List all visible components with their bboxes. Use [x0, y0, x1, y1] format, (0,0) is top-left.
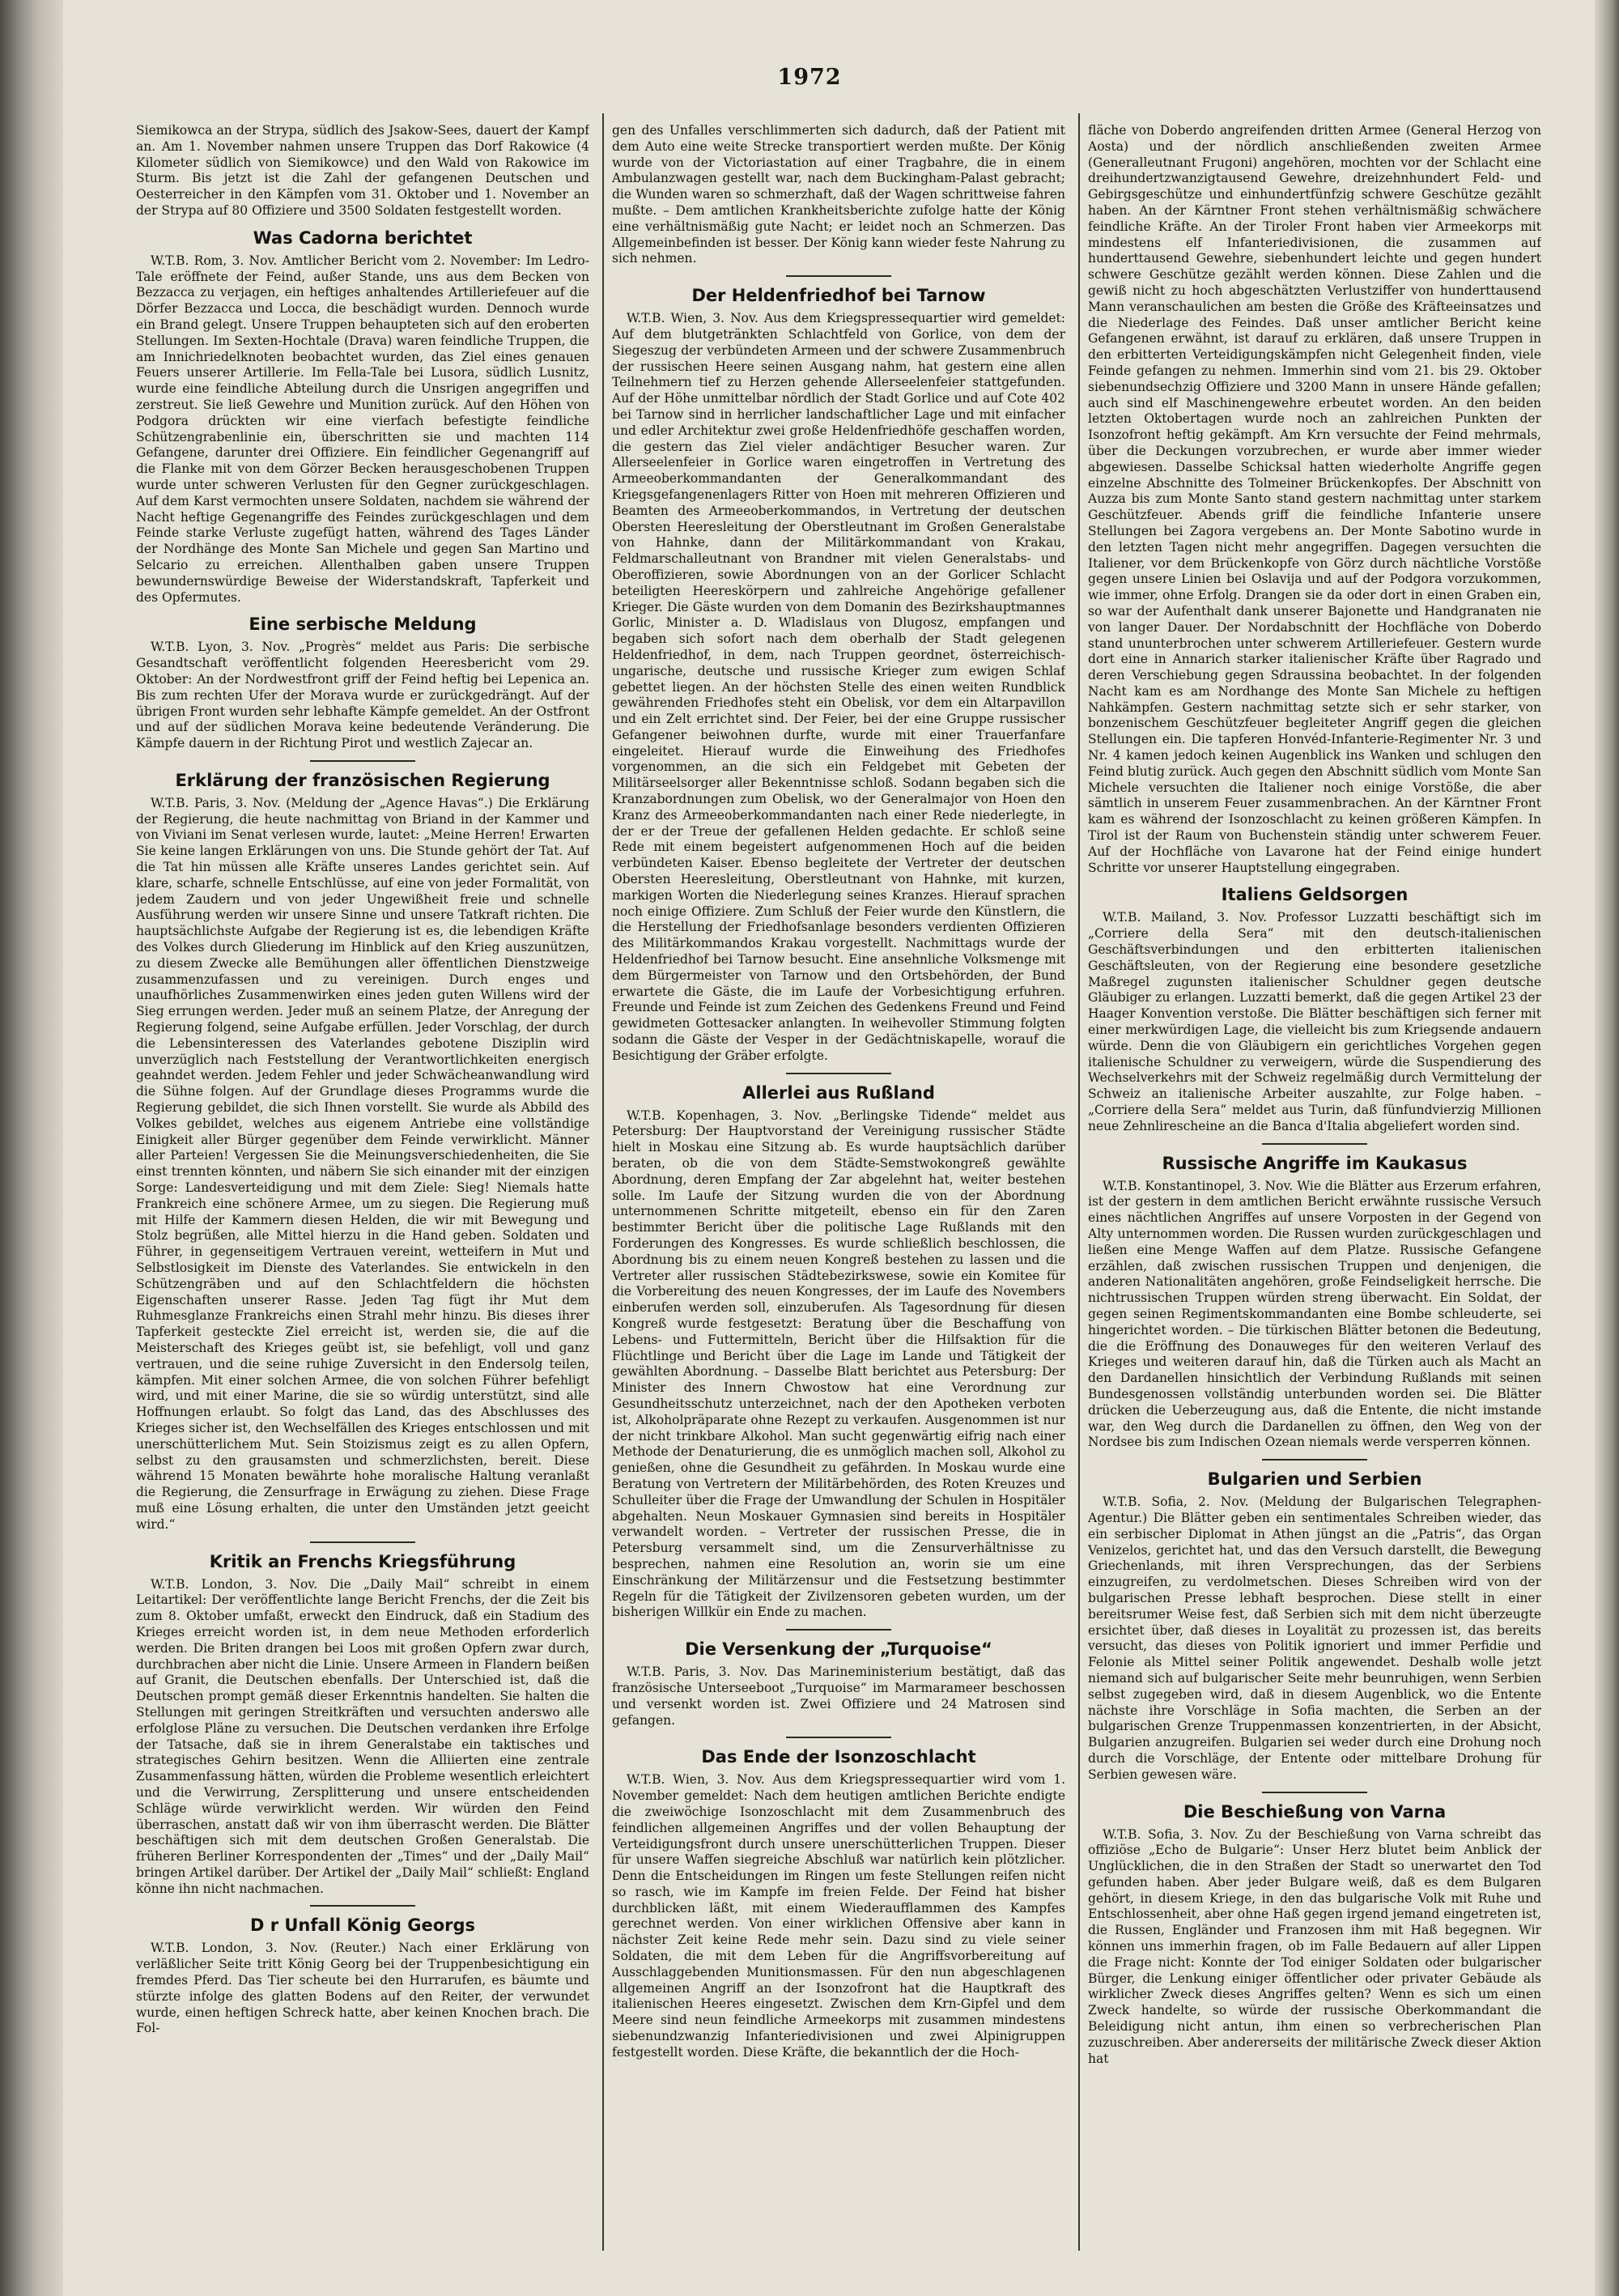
article-paragraph: fläche von Doberdo angreifenden dritten Armee (General Herzog von Aosta) und der nördlich anschließenden zweiten Armee (Generalleutnant Frugoni) angehören, mochten vor der Schlacht eine dreihundertzwanzigtausend Gewehre, dreizehnhundert Feld- und Gebirgsgeschütze und einhundertfünfzig schwere Geschütze gezählt haben. An der Kärntner Front stehen verhältnismäßig schwächere feindliche Kräfte. An der Tiroler Front haben vier Armeekorps mit mindestens elf Infanteriedivisionen, die zusammen auf hunderttausend Gewehre, siebenhundert leichte und gegen hundert schwere Geschütze gezählt werden können. Diese Zahlen und die gewiß nicht zu hoch abgeschätzten Verlustziffer von hunderttausend Mann veranschaulichen am besten die Größe des Kräfteeinsatzes und die Niederlage des Feindes. Daß unser amtlicher Bericht keine Gefangenen erwähnt, ist darauf zu erklären, daß unsere Truppen in den erbitterten Verteidigungskämpfen nicht Gelegenheit finden, viele Feinde gefangen zu nehmen. Immerhin sind vom 21. bis 29. Oktober siebenundsechzig Offiziere und 3200 Mann in unsere Hände gefallen; auch sind elf Maschinengewehre erbeutet worden. An den beiden letzten Oktobertagen wurde noch an zahlreichen Punkten der Isonzofront heftig gekämpft. Am Krn versuchte der Feind mehrmals, über die Deckungen vorzubrechen, er wurde aber immer wieder abgewiesen. Dasselbe Schicksal hatten wiederholte Angriffe gegen einzelne Abschnitte des Tolmeiner Brückenkopfes. Der Abschnitt von Auzza bis zum Monte Santo stand gestern nachmittag unter starkem Geschützfeuer. Abends griff die feindliche Infanterie unsere Stellungen bei Zagora vergebens an. Der Monte Sabotino wurde in den letzten Tagen nicht mehr angegriffen. Dagegen versuchten die Italiener, vor dem Brückenkopfe von Görz durch nächtliche Vorstöße gegen unsere Linien bei Oslavija und auf der Podgora vorzukommen, wie immer, ohne Erfolg. Drangen sie da oder dort in einen Graben ein, so war der Aufenthalt dank unserer Bajonette und Handgranaten nie von langer Dauer. Der Nordabschnitt der Hochfläche von Doberdo stand ununterbrochen unter schwerem Artilleriefeuer. Gestern wurde dort eine in Annarich starker italienischer Kräfte über Ragrado und deren Verschiebung gegen Sdraussina beobachtet. In der folgenden Nacht kam es am Nordhange des Monte San Michele zu heftigen Nahkämpfen. Gestern nachmittag setzte sich er sehr starker, von bonzenischem Geschützfeuer begleiteter Angriff gegen die gleichen Stellungen ein. Die tapferen Honvéd-Infanterie-Regimenter Nr. 3 und Nr. 4 kamen jedoch keinen Augenblick ins Wanken und schlugen den Feind blutig zurück. Auch gegen den Abschnitt südlich vom Monte San Michele versuchten die Italiener noch einige Vorstöße, die aber sämtlich in unserem Feuer zusammenbrachen. An der Kärntner Front kam es während der Isonzoschlacht zu keinen größeren Kämpfen. In Tirol ist der Raum von Buchenstein ständig unter schwerem Feuer. Auf der Hochfläche von Lavarone hat der Feind einige hundert Schritte vor unserer Hauptstellung eingegraben. [1088, 123, 1541, 875]
article-headline: Allerlei aus Rußland [742, 1082, 935, 1103]
article-paragraph: W.T.B. Kopenhagen, 3. Nov. „Berlingske Tidende“ meldet aus Petersburg: Der Hauptvorstand der Vereinigung russischer Städte hielt in Moskau eine Sitzung ab. Es wurde hauptsächlich darüber beraten, ob die von dem Städte-Semstwokongreß gewählte Abordnung, deren Empfang der Zar abgelehnt hat, weiter bestehen solle. Im Laufe der Sitzung wurden die von der Abordnung unternommenen Schritte mitgeteilt, ebenso ein für den Zaren bestimmter Bericht über die politische Lage Rußlands mit den Forderungen des Kongresses. Es wurde schließlich beschlossen, die Abordnung bis zu einem neuen Kongreß bestehen zu lassen und die Vertreter aller russischen Städtebezirkswese, sowie ein Komitee für die Vorbereitung des neuen Kongresses, der im Laufe des Novembers einberufen werden soll, einzuberufen. Als Tagesordnung für diesen Kongreß wurde festgesetzt: Beratung über die Beschaffung von Lebens- und Futtermitteln, Bericht über die Hilfsaktion für die Flüchtlinge und Bericht über die Lage im Lande und Tätigkeit der gewählten Abordnung. – Dasselbe Blatt berichtet aus Petersburg: Der Minister des Innern Chwostow hat eine Verordnung zur Gesundheitsschutz unterzeichnet, nach der den Apotheken verboten ist, Alkoholpräparate ohne Rezept zu verkaufen. Ausgenommen ist nur der nicht trinkbare Alkohol. Man sucht gegenwärtig eifrig nach einer Methode der Denaturierung, die es unmöglich machen soll, Alkohol zu genießen, ohne die Gesundheit zu gefährden. In Moskau wurde eine Beratung von Vertretern der Militärbehörden, des Roten Kreuzes und Schulleiter über die Frage der Umwandlung der Schulen in Hospitäler abgehalten. Neun Moskauer Gymnasien sind bereits in Hospitäler verwandelt worden. – Vertreter der russischen Presse, die in Petersburg versammelt sind, um die Zensurverhältnisse zu besprechen, nahmen eine Resolution an, worin sie um eine Einschränkung der Militärzensur und die Festsetzung bestimmter Regeln für die Tätigkeit der Zivilzensoren gebeten wurden, um der bisherigen Willkür ein Ende zu machen. [612, 1108, 1065, 1620]
article-divider [786, 275, 891, 277]
article-headline: D r Unfall König Georgs [249, 1915, 476, 1936]
article-paragraph: W.T.B. Rom, 3. Nov. Amtlicher Bericht vom 2. November: Im Ledro-Tale eröffnete der Feind, außer Stande, uns aus dem Becken von Bezzacca zu verjagen, ein heftiges anhaltendes Artilleriefeuer auf die Dörfer Bezzacca und Locca, die beschädigt wurden. Dennoch wurde ein Brand gelegt. Unsere Truppen behaupteten sich auf den eroberten Stellungen. Im Sexten-Hochtale (Drava) waren feindliche Truppen, die am Innichriedelknoten beobachtet wurden, das Ziel eines genauen Feuers unserer Artillerie. Im Fella-Tale bei Lusora, südlich Lusnitz, wurde eine feindliche Abteilung durch die Unsrigen angegriffen und zerstreut. Sie ließ Gewehre und Munition zurück. Auf den Höhen von Podgora drückten wir eine vierfach befestigte feindliche Schützengrabenlinie ein, überschritten sie und machten 114 Gefangene, darunter drei Offiziere. Ein feindlicher Gegenangriff auf die Flanke mit von dem Görzer Becken herausgeschobenen Truppen wurde unter schweren Verlusten für den Gegner zurückgeschlagen. Auf dem Karst vermochten unsere Soldaten, nachdem sie während der Nacht heftige Gegenangriffe des Feindes zurückgeschlagen und dem Feinde starke Verluste zugefügt hatten, während des Tages Länder der Nordhänge des Monte San Michele und gegen San Martino und Selcario zu erreichen. Allenthalben gaben unsere Truppen bewundernswürdige Beweise der Widerstandskraft, Tapferkeit und des Opfermutes. [136, 253, 589, 605]
article-divider [1262, 1459, 1367, 1461]
article-paragraph: W.T.B. Lyon, 3. Nov. „Progrès“ meldet aus Paris: Die serbische Gesandtschaft veröffentlicht folgenden Heeresbericht vom 29. Oktober: An der Nordwestfront griff der Feind heftig bei Lepenica an. Bis zum rechten Ufer der Morava wurde er zurückgedrängt. Auf der übrigen Front wurden sehr lebhafte Kämpfe gemeldet. An der Ostfront und auf der südlichen Morava keine bedeutende Veränderung. Die Kämpfe dauern in der Richtung Pirot und westlich Zajecar an. [136, 640, 589, 751]
article-paragraph: W.T.B. Paris, 3. Nov. (Meldung der „Agence Havas“.) Die Erklärung der Regierung, die heute nachmittag von Briand in der Kammer und von Viviani im Senat verlesen wurde, lautet: „Meine Herren! Erwarten Sie keine langen Erklärungen von uns. Die Stunde gehört der Tat. Auf die Tat hin müssen alle Kräfte unseres Landes gerichtet sein. Auf klare, scharfe, schnelle Entschlüsse, auf eine von jeder Formalität, von jedem Zaudern und von jeder Ungewißheit freie und schnelle Ausführung werden wir unsere Sinne und unsere Tatkraft richten. Die hauptsächlichste Aufgabe der Regierung ist es, die lebendigen Kräfte des Volkes durch Gliederung im Hinblick auf den Krieg auszunützen, zu diesem Zwecke alle Bemühungen aller öffentlichen Dienstzweige zusammenzufassen und zu vereinigen. Durch enges und unaufhörliches Zusammenwirken eines jeden guten Willens wird der Sieg errungen werden. Jeder muß an seinem Platze, der Anregung der Regierung folgend, seine Aufgabe erfüllen. Jeder Vorschlag, der durch die Lebensinteressen des Vaterlandes gebotene Disziplin wird unverzüglich nach Feststellung der Verantwortlichkeiten energisch geahndet werden. Jedem Fehler und jeder Schwächeanwandlung wird die Sühne folgen. Auf der Grundlage dieses Programms wurde die Regierung gebildet, die sich Ihnen vorstellt. Sie wurde als Abbild des Volkes gebildet, welches aus eigenem Antriebe eine vollständige Einigkeit aller Bürger gegenüber dem Feinde verwirklicht. Männer aller Parteien! Vergessen Sie die Meinungsverschiedenheiten, die Sie einst trennten könnten, und näbern Sie sich einander mit der einzigen Sorge: Landesverteidigung und mit dem Ziele: Sieg! Niemals hatte Frankreich eine schönere Armee, um zu siegen. Die Regierung muß mit Hilfe der Kammern diesen Helden, die wir mit Bewegung und Stolz begrüßen, alle Mittel hierzu in die Hand geben. Soldaten und Führer, in gegenseitigem Vertrauen vereint, wetteifern in Mut und Selbstlosigkeit im Dienste des Vaterlandes. Sie entwickeln in den Schützengräben und auf den Schlachtfeldern die höchsten Eigenschaften unserer Rasse. Jeden Tag fügt ihr Mut dem Ruhmesglanze Frankreichs einen Strahl mehr hinzu. Bis dieses ihrer Tapferkeit gesteckte Ziel erreicht ist, werden sie, die auf die Meisterschaft des Krieges geübt ist, sie befehligt, voll und ganz vertrauen, und die seine ruhige Zuversicht in den Endersolg teilen, kämpfen. Mit einer solchen Armee, die von solchen Führer befehligt wird, und mit einer Marine, die sie so würdig unterstützt, sind alle Hoffnungen erlaubt. So folgt das Land, das des Abschlusses des Krieges sicher ist, den Wechselfällen des Krieges entschlossen und mit unerschütterlichem Mut. Sein Stoizismus zeigt es zu allen Opfern, selbst zu den grausamsten und schmerzlichsten, bereit. Diese während 15 Monaten bewährte hohe moralische Haltung veranlaßt die Regierung, die Zensurfrage in Erwägung zu ziehen. Diese Frage muß eine Lösung erhalten, die unter den Umständen jetzt geeicht wird.“ [136, 795, 589, 1532]
article-divider [1262, 1143, 1367, 1145]
article-headline: Eine serbische Meldung [249, 614, 477, 635]
text-column-2 [612, 123, 1065, 2244]
page-edge-shadow [1595, 0, 1619, 2296]
article-divider [786, 1629, 891, 1631]
article-paragraph: gen des Unfalles verschlimmerten sich dadurch, daß der Patient mit dem Auto eine weite Strecke transportiert werden mußte. Der König wurde von der Victoriastation auf einer Tragbahre, die in einem Ambulanzwagen gestellt war, nach dem Buckingham-Palast gebracht; die Wunden waren so schmerzhaft, daß der Wagen schrittweise fahren mußte. – Dem amtlichen Krankheitsberichte zufolge hatte der König eine verhältnismäßig gute Nacht; er leidet noch an Schmerzen. Das Allgemeinbefinden ist besser. Der König kann wieder feste Nahrung zu sich nehmen. [612, 123, 1065, 266]
column-rule [1078, 113, 1080, 2251]
article-headline: Die Beschießung von Varna [1183, 1801, 1447, 1822]
article-headline: Kritik an Frenchs Kriegsführung [209, 1551, 516, 1571]
article-headline: Der Heldenfriedhof bei Tarnow [691, 286, 986, 306]
article-paragraph: Siemikowca an der Strypa, südlich des Jsakow-Sees, dauert der Kampf an. Am 1. November nahmen unsere Truppen das Dorf Rakowice (4 Kilometer südlich von Siemikowce) und den Wald von Rakowice im Sturm. Bis jetzt ist die Zahl der gefangenen Deutschen und Oesterreicher in den Kämpfen vom 31. Oktober und 1. November an der Strypa auf 80 Offiziere und 3500 Soldaten festgestellt worden. [136, 123, 589, 218]
article-headline: Das Ende der Isonzoschlacht [701, 1747, 976, 1767]
article-paragraph: W.T.B. Sofia, 2. Nov. (Meldung der Bulgarischen Telegraphen-Agentur.) Die Blätter geben ein sentimentales Schreiben wieder, das ein serbischer Diplomat in Athen jüngst an die „Patris“, das Organ Venizelos, gerichtet hat, und das den Versuch darstellt, die Bewegung Griechenlands, mit ihren Versprechungen, das der Serbiens einzugreifen, zu verdolmetschen. Dieses Schreiben wird von der bulgarischen Presse lebhaft besprochen. Diese stellt in einer bereitsrumer Weise fest, daß Serbien sich mit dem nicht überzeugte ersichtet über, daß dieses in Loyalität zu prozessen ist, das bereits versucht, das dieses von Politik ignoriert und immer Perfidie und Felonie als Mittel seiner Politik angewendet. Deshalb wolle jetzt niemand sich auf bulgarischer Seite mehr beunruhigen, wenn Serbien selbst zugegeben wird, daß in diesem Augenblick, wo die Entente nächste ihre Vorschläge in Sofia machten, die Serben an der bulgarischen Grenze Truppenmassen konzentrierten, in der Absicht, Bulgarien anzugreifen. Bulgarien sei weder durch eine Drohung noch durch die Vorschläge, der Entente oder mittelbare Drohung für Serbien gewesen wäre. [1088, 1495, 1541, 1782]
page-number: 1972 [777, 65, 842, 90]
article-headline: Russische Angriffe im Kaukasus [1162, 1153, 1468, 1173]
article-headline: Italiens Geldsorgen [1221, 885, 1409, 905]
article-paragraph: W.T.B. Konstantinopel, 3. Nov. Wie die Blätter aus Erzerum erfahren, ist der gestern in dem amtlichen Bericht erwähnte russische Versuch eines nächtlichen Angriffes auf unsere Vorposten in der Gegend von Alty unternommen worden. Die Russen wurden zurückgeschlagen und ließen eine Menge Waffen auf dem Platze. Russische Gefangene erzählen, daß zwischen russischen Truppen und denjenigen, die anderen Nationalitäten angehören, große Feindseligkeit herrsche. Die nichtrussischen Truppen würden streng überwacht. Ein Soldat, der gegen seinen Regimentskommandanten eine Bombe schleuderte, sei hingerichtet worden. – Die türkischen Blätter betonen die Bedeutung, die die Eröffnung des Donauweges für den weiteren Verlauf des Krieges und weiteren darauf hin, daß die Türken auch als Macht an den Dardanellen hinsichtlich der Verbindung Rußlands mit seinen Bundesgenossen vollständig unterbunden worden sei. Die Blätter drücken die Ueberzeugung aus, daß die Entente, die nicht imstande war, den Weg durch die Dardanellen zu öffnen, den Weg von der Nordsee bis zum Indischen Ozean niemals werde versperren können. [1088, 1178, 1541, 1450]
text-column-1 [136, 123, 589, 2244]
article-paragraph: W.T.B. Paris, 3. Nov. Das Marineministerium bestätigt, daß das französische Unterseeboot „Turquoise“ im Marmarameer beschossen und versenkt worden ist. Zwei Offiziere und 24 Matrosen sind gefangen. [612, 1665, 1065, 1728]
text-column-3 [1088, 123, 1541, 2244]
book-binding-gutter [0, 0, 63, 2296]
article-paragraph: W.T.B. Wien, 3. Nov. Aus dem Kriegspressequartier wird vom 1. November gemeldet: Nach dem heutigen amtlichen Berichte endigte die zweiwöchige Isonzoschlacht mit dem Zusammenbruch des feindlichen allgemeinen Angriffes und der vollen Behauptung der Verteidigungsfront durch unsere unerschütterlichen Truppen. Dieser für unsere Waffen siegreiche Abschluß war natürlich kein plötzlicher. Denn die Entscheidungen im Ringen um feste Stellungen reifen nicht so rasch, wie im Kampfe im freien Felde. Der Feind hat bisher durchblicken läßt, mit einem Wiederaufflammen des Kampfes gerechnet werden. Von einer wirklichen Offensive aber kann in nächster Zeit keine Rede mehr sein. Dazu sind zu viele seiner Soldaten, die mit dem Leben für die Angriffsvorbereitung auf Ausschlaggebenden Munitionsmassen. Für den nun abgeschlagenen allgemeinen Angriff an der Isonzofront hat die Hauptkraft des italienischen Heeres eingesetzt. Zwischen dem Krn-Gipfel und dem Meere sind neun feindliche Armeekorps mit zusammen mindestens siebenundzwanzig Infanteriedivisionen und zwei Alpinigruppen festgestellt worden. Diese Kräfte, die bekanntlich der die Hoch- [612, 1772, 1065, 2060]
article-paragraph: W.T.B. London, 3. Nov. Die „Daily Mail“ schreibt in einem Leitartikel: Der veröffentlichte lange Bericht Frenchs, der die Zeit bis zum 8. Oktober umfaßt, erweckt den Eindruck, daß ein Stadium des Krieges erreicht worden ist, in dem neue Methoden erforderlich werden. Die Briten drangen bei Loos mit großen Opfern zwar durch, durchbrachen aber nicht die Linie. Unsere Armeen in Flandern beißen auf Granit, die Deutschen ebenfalls. Der Unterschied ist, daß die Deutschen prompt gemäß dieser Erkenntnis handelten. Sie halten die Stellungen mit geringen Streitkräften und versuchten anderswo alle erfolglose Pläne zu versuchen. Die Deutschen verdanken ihre Erfolge der Tatsache, daß sie in ihrem Generalstabe ein taktisches und strategisches Gehirn besitzen. Wenn die Alliierten eine zentrale Zusammenfassung hätten, würden die Probleme wesentlich erleichtert und die Verwirrung, Zersplitterung und unsere entscheidenden Schläge würde verwirklicht werden. Wir würden den Feind überraschen, anstatt daß wir von ihm überrascht werden. Die Blätter beschäftigen sich mit dem deutschen Großen Generalstab. Die früheren Berliner Korrespondenten der „Times“ und der „Daily Mail“ bringen Artikel darüber. Der Artikel der „Daily Mail“ schließt: England könne ihn nicht nachmachen. [136, 1576, 589, 1896]
article-headline: Was Cadorna berichtet [253, 227, 473, 248]
article-divider [310, 1905, 415, 1907]
article-headline: Bulgarien und Serbien [1207, 1469, 1422, 1490]
article-headline: Die Versenkung der „Turquoise“ [685, 1639, 992, 1660]
article-divider [1262, 1792, 1367, 1793]
article-divider [310, 760, 415, 762]
article-paragraph: W.T.B. London, 3. Nov. (Reuter.) Nach einer Erklärung von verläßlicher Seite tritt König Georg bei der Truppenbesichtigung ein fremdes Pferd. Das Tier scheute bei den Hurrarufen, es bäumte und stürzte infolge des glatten Bodens auf den Reiter, der verwundet wurde, einen heftigen Schreck hatte, aber keinen Knochen brach. Die Fol- [136, 1941, 589, 2036]
article-divider [310, 1541, 415, 1543]
article-headline: Erklärung der französischen Regierung [175, 770, 550, 790]
article-paragraph: W.T.B. Mailand, 3. Nov. Professor Luzzatti beschäftigt sich im „Corriere della Sera“ mit den deutsch-italienischen Geschäftsverbindungen und den erbitterten italienischen Geschäftsleuten, von der Regierung eine besondere gesetzliche Maßregel zugunsten italienischer Schuldner gegen deutsche Gläubiger zu erlangen. Luzzatti bemerkt, daß die gegen Artikel 23 der Haager Konvention verstoße. Die Blätter beschäftigen sich ferner mit einer merkwürdigen Lage, die vielleicht bis zum Kriegsende andauern würde. Denn die von Gläubigern ein gerichtliches Vorgehen gegen italienische Schuldner zu verweigern, würde die Suspendierung des Wechselverkehrs mit der Schweiz regelmäßig durch Vermittelung der Schweiz an italienische Arbeiter auszahlte, zur Folge haben. – „Corriere della Sera“ meldet aus Turin, daß fünfundvierzig Millionen neue Zehnlirescheine an die Banca d'Italia abgeliefert worden sind. [1088, 910, 1541, 1133]
article-paragraph: W.T.B. Wien, 3. Nov. Aus dem Kriegspressequartier wird gemeldet: Auf dem blutgetränkten Schlachtfeld von Gorlice, von dem der Siegeszug der verbündeten Armeen und der schwere Zusammenbruch der russischen Heere seinen Ausgang nahm, hat gestern eine allen Teilnehmern tief zu Herzen gehende Allerseelenfeier stattgefunden. Auf der Höhe unmittelbar nördlich der Stadt Gorlice und auf Cote 402 bei Tarnow sind in herrlicher landschaftlicher Lage und mit einfacher und edler Architektur zwei große Heldenfriedhöfe geschaffen worden, die gestern das Ziel vieler andächtiger Besucher waren. Zur Allerseelenfeier in Gorlice waren eingetroffen in Vertretung des Armeeoberkommandanten der Generalkommandant des Kriegsgefangenenlagers Ritter von Hoen mit mehreren Offizieren und Beamten des Armeeoberkommandos, in Vertretung der deutschen Obersten Heeresleitung der Oberstleutnant im Großen Generalstabe von Hahnke, dann der Militärkommandant von Krakau, Feldmarschalleutnant von Brandner mit vielen Generalstabs- und Oberoffizieren, sowie Abordnungen von an der Gorlicer Schlacht beteiligten Heereskörpern und zahlreiche Angehörige gefallener Krieger. Die Gäste wurden von dem Domanin des Bezirkshauptmannes Gorlic, Minister a. D. Wladislaus von Dlugosz, empfangen und begaben sich sofort nach dem oberhalb der Stadt gelegenen Heldenfriedhof, in dem, nach Truppen geordnet, österreichisch-ungarische, deutsche und russische Krieger zum ewigen Schlaf gebettet liegen. An der höchsten Stelle des einen weiten Rundblick gewährenden Friedhofes steht ein Obelisk, vor dem ein Altarpavillon und ein Zelt errichtet sind. Der Feier, bei der eine Gruppe russischer Gefangener beiwohnen durfte, wurde mit einer Trauerfanfare eingeleitet. Hierauf wurde die Einweihung des Friedhofes vorgenommen, an die sich ein Feldgebet mit Gebeten der Militärseelsorger aller Bekenntnisse schloß. Sodann begaben sich die Kranzabordnungen zum Obelisk, wo der Generalmajor von Hoen den Kranz des Armeeoberkommandanten nach einer Rede niederlegte, in der er der Treue der gefallenen Helden gedachte. Er schloß seine Rede mit einem begeistert aufgenommenen Hoch auf die beiden verbündeten Kaiser. Ebenso begleitete der Vertreter der deutschen Obersten Heeresleitung, Oberstleutnant von Hahnke, mit kurzen, markigen Worten die Niederlegung seines Kranzes. Hierauf sprachen noch einige Offiziere. Zum Schluß der Feier wurde den Künstlern, die die Herstellung der Friedhofsanlage besonders verdienten Offizieren des Militärkommandos Krakau vorgestellt. Nachmittags wurde der Heldenfriedhof bei Tarnow besucht. Eine ansehnliche Volksmenge mit dem Bürgermeister von Tarnow und den Ortsbehörden, der Bund erwartete die Gäste, die im Laufe der Vorbesichtigung erfuhren. Freunde und Feinde ist zum Zeichen des Gedenkens Freund und Feind gewidmeten Gottesacker anlangten. In weihevoller Stimmung folgten sodann die Gäste der Vesper in der Gedächtniskapelle, worauf die Besichtigung der Gräber erfolgte. [612, 311, 1065, 1063]
article-paragraph: W.T.B. Sofia, 3. Nov. Zu der Beschießung von Varna schreibt das offiziöse „Echo de Bulgarie“: Unser Herz blutet beim Anblick der Unglücklichen, die in den Straßen der Stadt so unerwartet den Tod gefunden haben. Aber jeder Bulgare weiß, daß es dem Bulgaren gehört, in diesem Kriege, in den das bulgarische Volk mit Ruhe und Entschlossenheit, aber ohne Haß gegen irgend jemand eingetreten ist, die Russen, Engländer und Franzosen ihm mit Haß begegnen. Wir können uns immerhin fragen, ob im Falle Bedauern auf aller Lippen die Frage nicht: Konnte der Tod einiger Soldaten oder bulgarischer Bürger, die Lenkung einiger öffentlicher oder privater Gebäude als wirklicher Zweck dieses Angriffes gelten? Wenn es sich um einen Zweck handelte, so würde der russische Oberkommandant die Beleidigung nicht antun, ihm einen so verbrecherischen Plan zuzuschreiben. Aber andererseits der militärische Zweck dieser Aktion hat [1088, 1826, 1541, 2066]
column-rule [602, 113, 604, 2251]
article-divider [786, 1737, 891, 1738]
article-divider [786, 1073, 891, 1074]
